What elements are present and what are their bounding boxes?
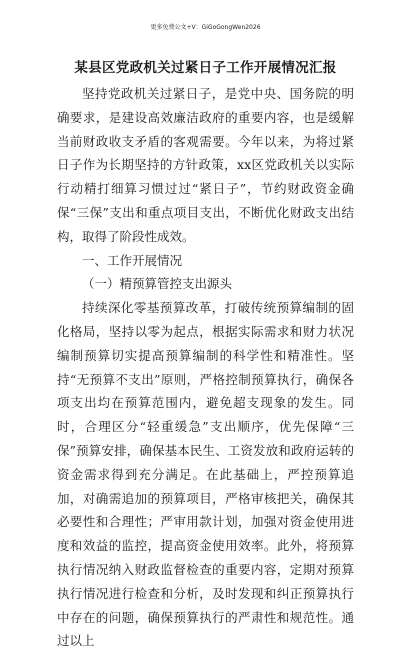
document-title: 某县区党政机关过紧日子工作开展情况汇报 [74, 60, 337, 76]
section-heading: 一、工作开展情况 [82, 252, 183, 268]
intro-paragraph: 坚持党政机关过紧日子，是党中央、国务院的明确要求，是建设高效廉洁政府的重要内容，也是缓解当前财政收支矛盾的客观需要。今年以来，为将过紧日子作为长期坚持的方针政策，xx区党政机关以实际行动精打细算习惯过过“紧日子”，节约财政资金确保“三保”支出和重点项目支出，不断优化财政支出结构，取得了阶段性成效。 [57, 86, 354, 244]
header-note: 更多免费公文+V：GiGoGongWen2026 [150, 24, 261, 31]
body-paragraph: 持续深化零基预算改革，打破传统预算编制的固化格局，坚持以零为起点，根据实际需求和财力状况编制预算切实提高预算编制的科学性和精准性。坚持“无预算不支出”原则，严格控制预算执行，确保各项支出均在预算范围内，避免超支现象的发生。同时，合理区分“轻重缓急”支出顺序，优先保障“三保”预算安排，确保基本民生、工资发放和政府运转的资金需求得到充分满足。在此基础上，严控预算追加，对确需追加的预算项目，严格审核把关，确保其必要性和合理性；严审用款计划，加强对资金使用进度和效益的监控，提高资金使用效率。此外，将预算执行情况纳入财政监督检查的重要内容，定期对预算执行情况进行检查和分析，及时发现和纠正预算执行中存在的问题，确保预算执行的严肃性和规范性。通过以上 [57, 300, 354, 649]
subsection-heading: （一）精预算管控支出源头 [82, 276, 233, 292]
